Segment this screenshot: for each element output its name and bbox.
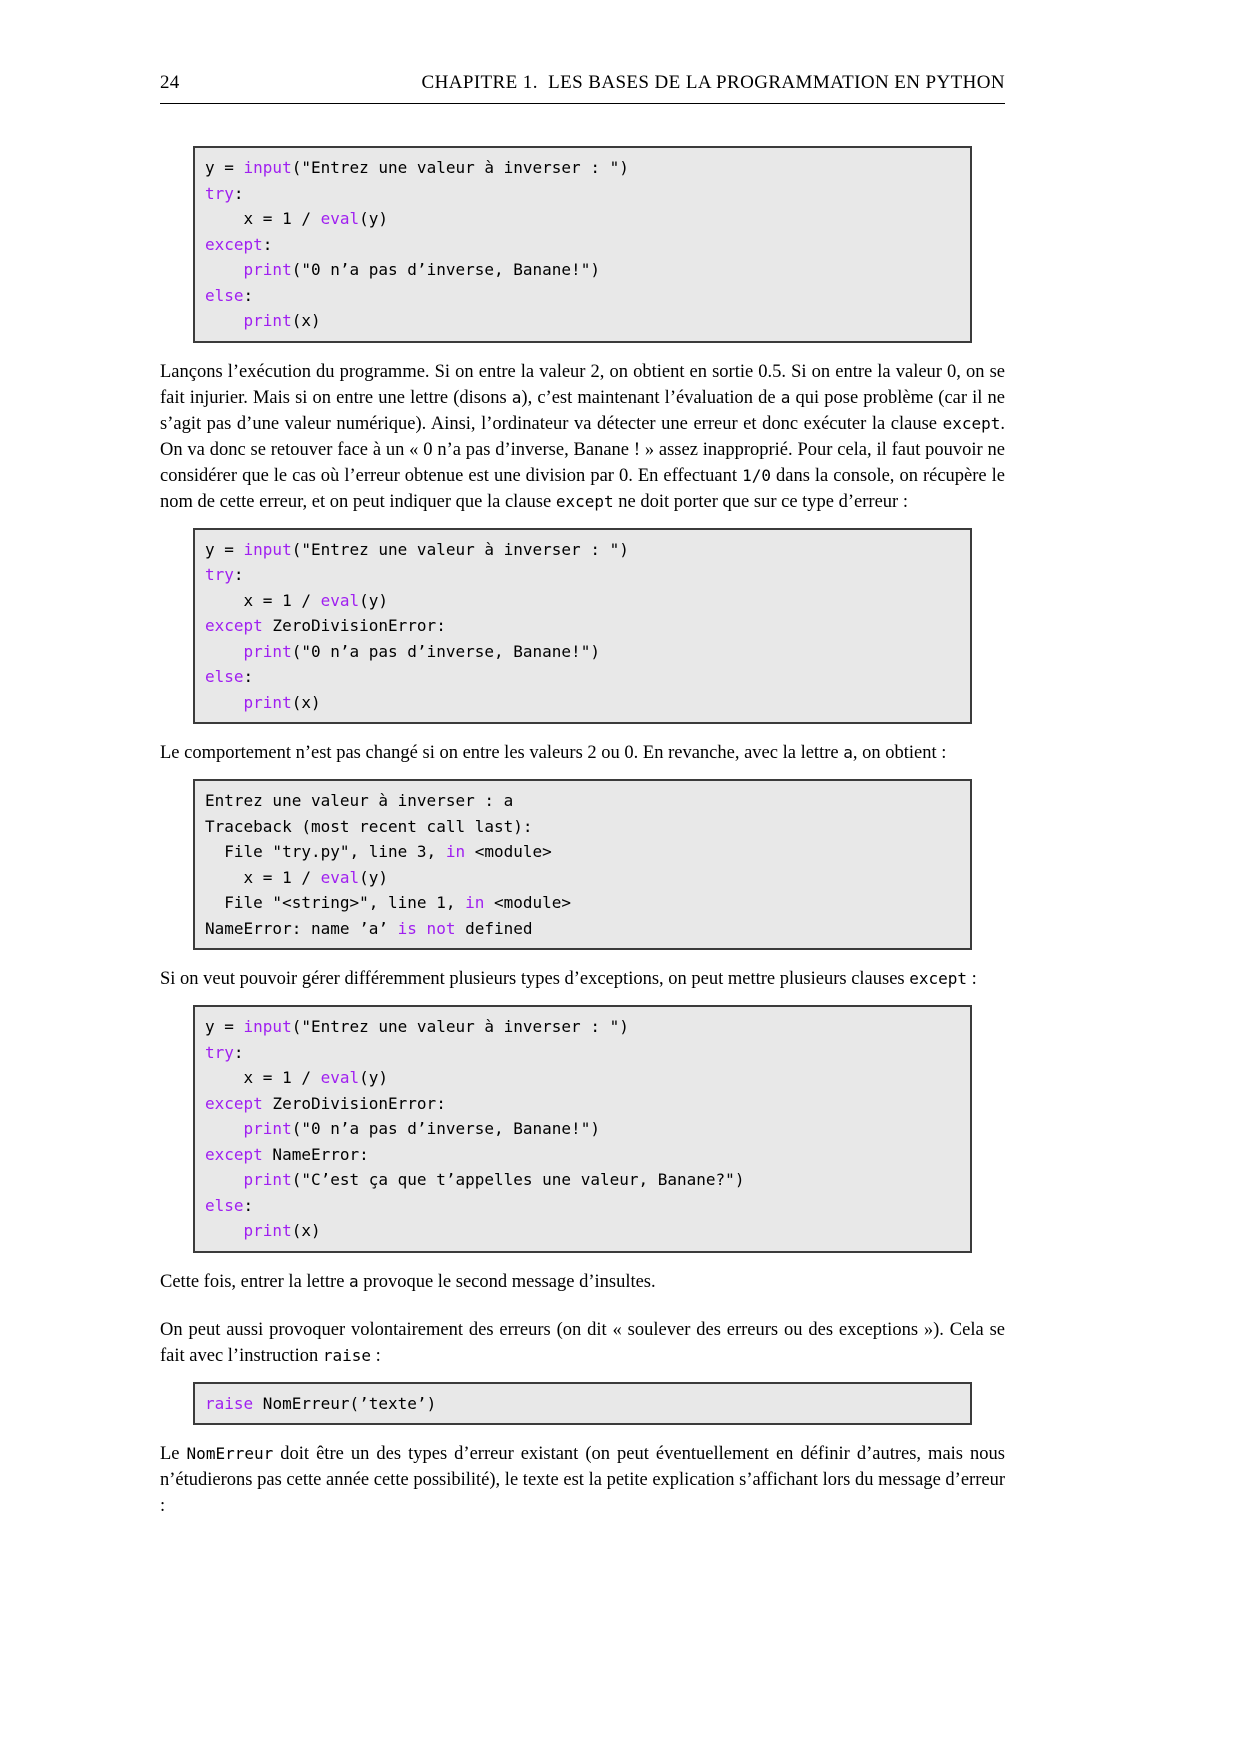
code-text: : (233, 183, 244, 203)
code-keyword: try (205, 1042, 234, 1062)
code-line (205, 1116, 962, 1142)
paragraph-behavior-unchanged (160, 740, 1005, 766)
page-header (160, 72, 1005, 94)
inline-code: a (511, 387, 522, 407)
code-line (205, 1065, 962, 1091)
code-text: File "try.py", line 3, (205, 842, 446, 861)
code-text: NameError: (262, 1144, 369, 1164)
code-text: (x) (291, 692, 321, 712)
code-line (205, 155, 962, 181)
code-keyword: in (465, 893, 485, 912)
paragraph-execution-explanation (160, 359, 1005, 515)
code-keyword: eval (320, 209, 360, 228)
inline-code: a (349, 1271, 359, 1291)
code-line (205, 206, 962, 232)
paragraph-text: provoque le second message d’insultes. (358, 1271, 656, 1292)
code-line (205, 562, 962, 588)
code-line (205, 1193, 962, 1219)
inline-code: except (909, 969, 968, 988)
code-text (205, 260, 244, 279)
code-line (205, 664, 962, 690)
code-text: x = 1 / (205, 209, 321, 228)
code-text: : (233, 565, 244, 584)
code-text: (x) (291, 311, 321, 330)
code-line (205, 1218, 962, 1244)
code-line (205, 890, 962, 916)
code-keyword: raise (205, 1393, 254, 1413)
code-text: Entrez une valeur à inverser : a (205, 791, 514, 810)
code-keyword: input (243, 158, 292, 177)
code-line (205, 588, 962, 614)
code-keyword: print (243, 692, 292, 712)
code-keyword: is not (397, 918, 456, 938)
code-keyword: else (205, 667, 244, 686)
code-line (205, 1142, 962, 1168)
paragraph-text: On peut aussi provoquer volontairement des erreurs (on dit « soulever des erreurs ou des exceptions »). Cela se fait avec l’instruction (160, 1319, 1005, 1366)
code-text: : (243, 667, 254, 686)
code-keyword: print (243, 260, 292, 279)
paragraph-text: Lançons l’exécution du programme. Si on entre la valeur 2, on obtient en sortie 0.5. Si on entre la valeur 0, on se fait injurier. Mais si on entre une lettre (disons (160, 361, 1005, 408)
inline-code: 1/0 (742, 465, 771, 485)
code-line (205, 839, 962, 865)
code-text: (y) (359, 1068, 389, 1087)
code-text (205, 1170, 244, 1189)
paragraph-text: ), c’est maintenant l’évaluation de (521, 387, 781, 408)
code-text: ZeroDivisionError: (262, 616, 446, 635)
code-block-try-except-bare (193, 146, 972, 343)
code-line (205, 639, 962, 665)
code-text: y = (205, 1017, 244, 1036)
code-line (205, 308, 962, 334)
code-keyword: print (243, 1221, 292, 1240)
code-block-try-except-multiple (193, 1005, 972, 1253)
code-keyword: in (445, 842, 466, 861)
page-number: 24 (160, 72, 180, 93)
code-line (205, 916, 962, 942)
code-text: ("C’est ça que t’appelles une valeur, Banane?") (291, 1170, 745, 1189)
code-line (205, 181, 962, 207)
code-line (205, 865, 962, 891)
paragraph-text: Si on veut pouvoir gérer différemment plusieurs types d’exceptions, on peut mettre plusieurs clauses (160, 969, 910, 989)
code-keyword: except (205, 234, 263, 254)
code-text: : (233, 1042, 244, 1062)
code-text: x = 1 / (205, 867, 321, 887)
inline-code: raise (322, 1345, 372, 1365)
code-line (205, 537, 962, 563)
code-line (205, 690, 962, 716)
code-line (205, 814, 962, 840)
code-text: defined (455, 918, 533, 938)
paragraph-text: . On va donc se retouver face à un « 0 n’a pas d’inverse, Banane ! » assez inapproprié. Pour cela, il faut pouvoir ne considérer que le cas où l’erreur obtenue est une division par 0. En effectuant (160, 413, 1005, 486)
code-text: x = 1 / (205, 590, 321, 610)
paragraph-second-insult (160, 1269, 1005, 1295)
code-text: <module> (484, 893, 572, 912)
code-text: ZeroDivisionError: (262, 1093, 446, 1113)
code-text: <module> (465, 842, 552, 861)
code-text: NameError: name ’a’ (205, 918, 398, 938)
code-text: (x) (291, 1221, 321, 1240)
inline-code: NomErreur (186, 1444, 274, 1463)
code-text (205, 642, 244, 661)
code-text: ("0 n’a pas d’inverse, Banane!") (291, 1119, 600, 1138)
code-line (205, 1040, 962, 1066)
code-keyword: eval (320, 1068, 360, 1087)
paragraph-text: : (371, 1345, 381, 1366)
code-line (205, 1391, 962, 1417)
code-line (205, 1091, 962, 1117)
code-text: ("0 n’a pas d’inverse, Banane!") (291, 260, 600, 279)
chapter-title: CHAPITRE 1. LES BASES DE LA PROGRAMMATION EN PYTHON (421, 72, 1005, 93)
inline-code: a (780, 387, 791, 407)
code-keyword: try (205, 183, 234, 203)
code-keyword: except (205, 1093, 263, 1113)
code-text (205, 1221, 244, 1240)
code-text: : (243, 1195, 254, 1215)
code-block-traceback-output (193, 779, 972, 950)
code-text: ("0 n’a pas d’inverse, Banane!") (291, 641, 600, 661)
code-text: y = (205, 539, 244, 559)
code-keyword: eval (320, 590, 360, 610)
code-keyword: print (243, 311, 292, 330)
inline-code: except (555, 491, 614, 511)
paragraph-text: Le (160, 1444, 187, 1464)
code-text: : (262, 234, 273, 254)
code-text: (y) (359, 590, 389, 610)
code-line (205, 613, 962, 639)
code-text: ("Entrez une valeur à inverser : ") (291, 539, 629, 559)
code-line (205, 257, 962, 283)
code-keyword: except (205, 1144, 263, 1164)
paragraph-nomerreur-explanation (160, 1441, 1005, 1519)
code-block-raise-syntax (193, 1382, 972, 1426)
paragraph-text: : (967, 969, 977, 989)
code-block-try-except-zerodivision (193, 528, 972, 725)
code-text: : (243, 285, 254, 305)
inline-code: except (942, 413, 1001, 433)
code-text: (y) (359, 209, 389, 228)
code-line (205, 283, 962, 309)
code-keyword: print (243, 1119, 292, 1138)
code-keyword: eval (320, 867, 360, 887)
code-text: NomErreur(’texte’) (253, 1393, 437, 1413)
code-keyword: print (243, 641, 292, 661)
code-line (205, 232, 962, 258)
code-text: x = 1 / (205, 1068, 321, 1087)
inline-code: a (843, 743, 853, 762)
paragraph-text: ne doit porter que sur ce type d’erreur : (613, 491, 908, 512)
code-text (205, 693, 244, 712)
header-rule (160, 103, 1005, 104)
paragraph-text: , on obtient : (852, 743, 947, 763)
paragraph-raise-intro (160, 1317, 1005, 1369)
code-keyword: input (243, 1017, 292, 1036)
code-text (205, 311, 244, 330)
page-content (160, 146, 1005, 1519)
code-text: ("Entrez une valeur à inverser : ") (291, 158, 629, 177)
code-text (205, 1119, 244, 1138)
code-line (205, 1014, 962, 1040)
code-text: ("Entrez une valeur à inverser : ") (291, 1017, 629, 1036)
code-text: (y) (359, 867, 389, 887)
code-line (205, 1167, 962, 1193)
code-keyword: input (243, 539, 292, 559)
paragraph-multiple-except-intro (160, 966, 1005, 992)
paragraph-text: Cette fois, entrer la lettre (160, 1271, 350, 1292)
paragraph-text: doit être un des types d’erreur existant (on peut éventuellement en définir d’autres, mais nous n’étudierons pas cette année cette possibilité), le texte est la petite explication s’affichant lors du message d’erreur : (160, 1444, 1005, 1516)
code-keyword: else (205, 285, 244, 305)
code-keyword: print (243, 1170, 292, 1189)
code-text: File "<string>", line 1, (205, 893, 466, 912)
code-keyword: else (205, 1195, 244, 1215)
code-line (205, 788, 962, 814)
code-text: Traceback (most recent call last): (205, 816, 533, 836)
paragraph-text: dans la console, on récupère le nom de cette erreur, et on peut indiquer que la clause (160, 465, 1005, 512)
paragraph-text: qui pose problème (car il ne s’agit pas d’une valeur numérique). Ainsi, l’ordinateur va détecter une erreur et donc exécuter la clause (160, 387, 1006, 434)
code-text: y = (205, 158, 244, 177)
code-keyword: except (205, 616, 263, 635)
code-keyword: try (205, 565, 234, 584)
paragraph-text: Le comportement n’est pas changé si on entre les valeurs 2 ou 0. En revanche, avec la lettre (160, 743, 844, 763)
